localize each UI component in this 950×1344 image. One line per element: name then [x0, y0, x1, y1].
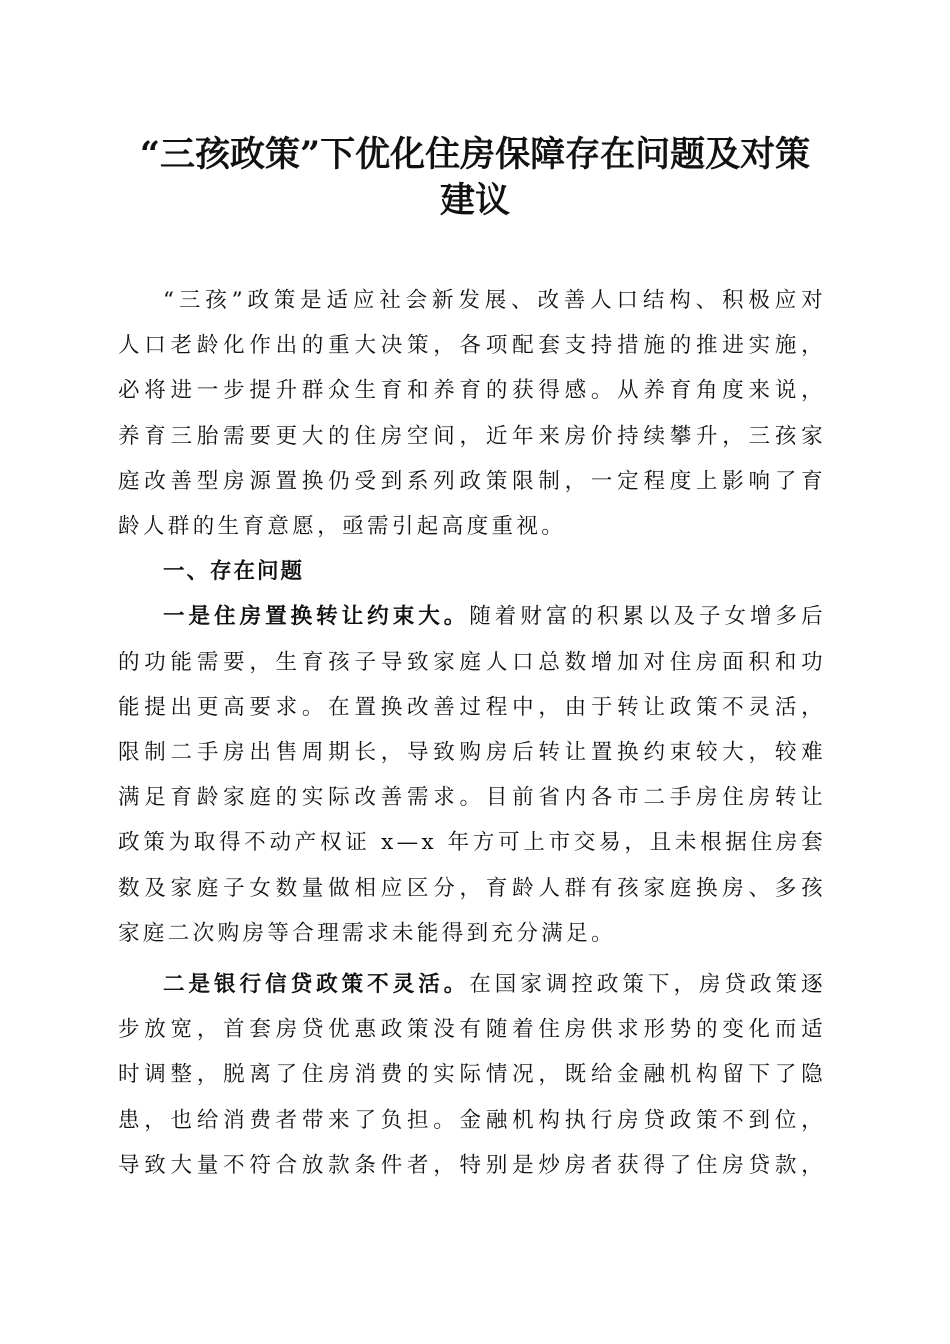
text-line: 时调整，脱离了住房消费的实际情况，既给金融机构留下了隐	[118, 1062, 826, 1088]
problem-2-first-rest: 在国家调控政策下，房贷政策逐	[469, 972, 826, 998]
text-line: 患，也给消费者带来了负担。金融机构执行房贷政策不到位，	[118, 1107, 826, 1133]
intro-paragraph	[118, 278, 826, 549]
text-line: 步放宽，首套房贷优惠政策没有随着住房供求形势的变化而适	[118, 1017, 826, 1043]
text-line: “三孩”政策是适应社会新发展、改善人口结构、积极应对	[163, 288, 826, 313]
text-line: 导致大量不符合放款条件者，特别是炒房者获得了住房贷款，	[118, 1152, 826, 1178]
text-line: 必将进一步提升群众生育和养育的获得感。从养育角度来说，	[118, 378, 826, 404]
text-line: 人口老龄化作出的重大决策，各项配套支持措施的推进实施，	[118, 333, 826, 359]
title-line-2: 建议	[439, 180, 510, 221]
problem-2-first-line	[118, 962, 826, 1007]
text-line: 满足育龄家庭的实际改善需求。目前省内各市二手房住房转让	[118, 785, 826, 811]
text-line: 数及家庭子女数量做相应区分，育龄人群有孩家庭换房、多孩	[118, 875, 826, 901]
problem-2-lead: 二是银行信贷政策不灵活。	[163, 972, 470, 998]
problem-1-first-rest: 随着财富的积累以及子女增多后	[469, 604, 826, 630]
text-line: 龄人群的生育意愿，亟需引起高度重视。	[118, 514, 567, 540]
problem-1-lead: 一是住房置换转让约束大。	[163, 604, 470, 630]
text-line: 养育三胎需要更大的住房空间，近年来房价持续攀升，三孩家	[118, 423, 826, 449]
text-line: 的功能需要，生育孩子导致家庭人口总数增加对住房面积和功	[118, 649, 826, 675]
problem-2-paragraph	[118, 962, 826, 1188]
document-body	[118, 278, 826, 1188]
title-line-1: “三孩政策”下优化住房保障存在问题及对策	[139, 134, 811, 175]
section-heading: 一、存在问题	[163, 559, 305, 585]
text-line: 限制二手房出售周期长，导致购房后转让置换约束较大，较难	[118, 740, 826, 766]
document-title	[118, 132, 832, 224]
text-line: 政策为取得不动产权证 x—x 年方可上市交易，且未根据住房套	[118, 830, 826, 856]
problem-1-paragraph	[118, 594, 826, 956]
text-line: 能提出更高要求。在置换改善过程中，由于转让政策不灵活，	[118, 694, 826, 720]
problem-1-first-line	[118, 594, 826, 639]
text-line: 家庭二次购房等合理需求未能得到充分满足。	[118, 920, 617, 946]
text-line: 庭改善型房源置换仍受到系列政策限制，一定程度上影响了育	[118, 468, 826, 494]
